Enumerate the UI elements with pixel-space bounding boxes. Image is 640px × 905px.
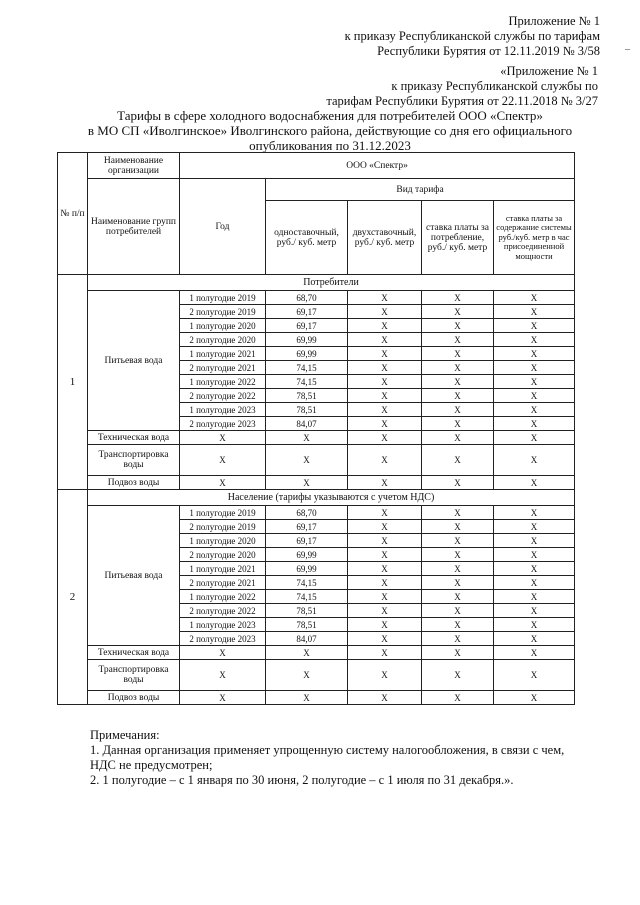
period-cell: 1 полугодие 2021: [180, 562, 266, 576]
appendix-line: «Приложение № 1: [500, 64, 598, 78]
not-applicable-mark: X: [494, 361, 575, 375]
not-applicable-mark: X: [422, 291, 494, 305]
period-cell: 1 полугодие 2022: [180, 375, 266, 389]
period-cell: 1 полугодие 2020: [180, 319, 266, 333]
not-applicable-mark: X: [494, 417, 575, 431]
period-cell: 2 полугодие 2021: [180, 361, 266, 375]
not-applicable-mark: X: [348, 291, 422, 305]
one-part-value: 84,07: [266, 632, 348, 646]
not-applicable-mark: X: [348, 562, 422, 576]
not-applicable-mark: X: [422, 691, 494, 705]
appendix-header-original: [326, 64, 598, 109]
appendix-line: к приказу Республиканской службы по тарифам: [344, 29, 600, 43]
not-applicable-mark: X: [348, 476, 422, 490]
not-applicable-mark: X: [422, 520, 494, 534]
not-applicable-mark: X: [494, 691, 575, 705]
not-applicable-mark: X: [266, 646, 348, 660]
not-applicable-mark: X: [422, 389, 494, 403]
not-applicable-mark: X: [494, 618, 575, 632]
not-applicable-mark: X: [266, 476, 348, 490]
not-applicable-mark: X: [494, 646, 575, 660]
group-name: Техническая вода: [88, 431, 180, 445]
not-applicable-mark: X: [348, 691, 422, 705]
not-applicable-mark: X: [494, 431, 575, 445]
not-applicable-mark: X: [180, 431, 266, 445]
period-cell: 2 полугодие 2020: [180, 548, 266, 562]
not-applicable-mark: X: [494, 534, 575, 548]
not-applicable-mark: X: [494, 347, 575, 361]
not-applicable-mark: X: [494, 520, 575, 534]
one-part-value: 69,17: [266, 305, 348, 319]
table-row: [58, 291, 575, 305]
not-applicable-mark: X: [422, 660, 494, 691]
period-cell: 2 полугодие 2022: [180, 604, 266, 618]
not-applicable-mark: X: [494, 333, 575, 347]
group-drinking-water: Питьевая вода: [88, 506, 180, 646]
title-line: Тарифы в сфере холодного водоснабжения для потребителей ООО «Спектр»: [117, 108, 543, 123]
not-applicable-mark: X: [422, 403, 494, 417]
group-name: Техническая вода: [88, 646, 180, 660]
note-item: 2. 1 полугодие – с 1 января по 30 июня, 2 полугодие – с 1 июля по 31 декабря.».: [90, 773, 514, 787]
one-part-value: 68,70: [266, 291, 348, 305]
appendix-header-current: [345, 14, 600, 59]
section-title: Население (тарифы указываются с учетом НДС): [88, 490, 575, 506]
not-applicable-mark: X: [422, 319, 494, 333]
one-part-value: 78,51: [266, 389, 348, 403]
not-applicable-mark: X: [348, 445, 422, 476]
table-row: [58, 476, 575, 490]
row-number: 2: [58, 490, 88, 705]
header-rate-consumption: ставка платы за потребление, руб./ куб. метр: [422, 201, 494, 275]
not-applicable-mark: X: [422, 548, 494, 562]
not-applicable-mark: X: [348, 417, 422, 431]
one-part-value: 74,15: [266, 375, 348, 389]
not-applicable-mark: X: [180, 691, 266, 705]
not-applicable-mark: X: [422, 604, 494, 618]
not-applicable-mark: X: [494, 660, 575, 691]
not-applicable-mark: X: [348, 347, 422, 361]
not-applicable-mark: X: [494, 476, 575, 490]
appendix-line: Приложение № 1: [508, 14, 600, 28]
not-applicable-mark: X: [348, 333, 422, 347]
period-cell: 2 полугодие 2021: [180, 576, 266, 590]
not-applicable-mark: X: [494, 562, 575, 576]
group-drinking-water: Питьевая вода: [88, 291, 180, 431]
not-applicable-mark: X: [348, 548, 422, 562]
not-applicable-mark: X: [422, 618, 494, 632]
one-part-value: 69,99: [266, 548, 348, 562]
not-applicable-mark: X: [348, 632, 422, 646]
appendix-line: тарифам Республики Бурятия от 22.11.2018 № 3/27: [326, 94, 598, 108]
one-part-value: 69,17: [266, 319, 348, 333]
not-applicable-mark: X: [348, 576, 422, 590]
not-applicable-mark: X: [180, 445, 266, 476]
not-applicable-mark: X: [348, 431, 422, 445]
not-applicable-mark: X: [494, 445, 575, 476]
header-one-part: одноставочный, руб./ куб. метр: [266, 201, 348, 275]
not-applicable-mark: X: [348, 506, 422, 520]
not-applicable-mark: X: [422, 347, 494, 361]
one-part-value: 78,51: [266, 403, 348, 417]
header-two-part: двухставочный, руб./ куб. метр: [348, 201, 422, 275]
not-applicable-mark: X: [494, 291, 575, 305]
not-applicable-mark: X: [422, 431, 494, 445]
table-row: [58, 646, 575, 660]
period-cell: 1 полугодие 2023: [180, 403, 266, 417]
not-applicable-mark: X: [348, 389, 422, 403]
not-applicable-mark: X: [348, 534, 422, 548]
one-part-value: 69,99: [266, 347, 348, 361]
one-part-value: 69,99: [266, 333, 348, 347]
one-part-value: 69,99: [266, 562, 348, 576]
header-tariff-type: Вид тарифа: [266, 179, 575, 201]
not-applicable-mark: X: [494, 375, 575, 389]
notes: [90, 728, 590, 788]
not-applicable-mark: X: [348, 520, 422, 534]
not-applicable-mark: X: [422, 646, 494, 660]
row-number: 1: [58, 275, 88, 490]
not-applicable-mark: X: [348, 403, 422, 417]
not-applicable-mark: X: [422, 417, 494, 431]
group-name: Транспортировка воды: [88, 660, 180, 691]
period-cell: 2 полугодие 2022: [180, 389, 266, 403]
period-cell: 1 полугодие 2019: [180, 506, 266, 520]
period-cell: 1 полугодие 2022: [180, 590, 266, 604]
one-part-value: 74,15: [266, 590, 348, 604]
one-part-value: 84,07: [266, 417, 348, 431]
header-num: № п/п: [58, 153, 88, 275]
table-row: [58, 431, 575, 445]
not-applicable-mark: X: [494, 576, 575, 590]
not-applicable-mark: X: [422, 375, 494, 389]
period-cell: 1 полугодие 2021: [180, 347, 266, 361]
period-cell: 2 полугодие 2020: [180, 333, 266, 347]
period-cell: 2 полугодие 2023: [180, 417, 266, 431]
not-applicable-mark: X: [494, 403, 575, 417]
not-applicable-mark: X: [494, 548, 575, 562]
not-applicable-mark: X: [348, 604, 422, 618]
one-part-value: 74,15: [266, 361, 348, 375]
header-org-name: ООО «Спектр»: [180, 153, 575, 179]
title-line: опубликования по 31.12.2023: [249, 138, 411, 153]
header-org-label: Наименование организации: [88, 153, 180, 179]
not-applicable-mark: X: [266, 431, 348, 445]
not-applicable-mark: X: [422, 576, 494, 590]
not-applicable-mark: X: [422, 562, 494, 576]
not-applicable-mark: X: [180, 646, 266, 660]
not-applicable-mark: X: [180, 660, 266, 691]
not-applicable-mark: X: [348, 646, 422, 660]
edge-mark: –: [625, 44, 630, 55]
not-applicable-mark: X: [494, 506, 575, 520]
one-part-value: 78,51: [266, 618, 348, 632]
not-applicable-mark: X: [422, 445, 494, 476]
not-applicable-mark: X: [266, 445, 348, 476]
not-applicable-mark: X: [494, 604, 575, 618]
not-applicable-mark: X: [422, 305, 494, 319]
not-applicable-mark: X: [180, 476, 266, 490]
group-name: Подвоз воды: [88, 476, 180, 490]
not-applicable-mark: X: [348, 361, 422, 375]
not-applicable-mark: X: [348, 319, 422, 333]
not-applicable-mark: X: [422, 506, 494, 520]
title-line: в МО СП «Иволгинское» Иволгинского района, действующие со дня его официального: [87, 123, 573, 138]
period-cell: 2 полугодие 2019: [180, 305, 266, 319]
not-applicable-mark: X: [348, 305, 422, 319]
period-cell: 1 полугодие 2023: [180, 618, 266, 632]
header-group-label: Наименование групп потребителей: [88, 179, 180, 275]
not-applicable-mark: X: [494, 590, 575, 604]
not-applicable-mark: X: [348, 660, 422, 691]
not-applicable-mark: X: [494, 305, 575, 319]
not-applicable-mark: X: [494, 632, 575, 646]
header-rate-capacity: ставка платы за содержание системы руб./куб. метр в час присоединенной мощности: [494, 201, 575, 275]
table-row: [58, 445, 575, 476]
header-year: Год: [180, 179, 266, 275]
not-applicable-mark: X: [266, 691, 348, 705]
one-part-value: 69,17: [266, 534, 348, 548]
period-cell: 1 полугодие 2020: [180, 534, 266, 548]
one-part-value: 74,15: [266, 576, 348, 590]
not-applicable-mark: X: [494, 389, 575, 403]
note-item: 1. Данная организация применяет упрощенную систему налогообложения, в связи с чем, НДС не предусмотрен;: [90, 743, 565, 772]
not-applicable-mark: X: [348, 590, 422, 604]
section-title: Потребители: [88, 275, 575, 291]
table-row: [58, 660, 575, 691]
group-name: Подвоз воды: [88, 691, 180, 705]
not-applicable-mark: X: [422, 476, 494, 490]
not-applicable-mark: X: [422, 590, 494, 604]
not-applicable-mark: X: [422, 534, 494, 548]
table-row: [58, 691, 575, 705]
period-cell: 1 полугодие 2019: [180, 291, 266, 305]
not-applicable-mark: X: [494, 319, 575, 333]
not-applicable-mark: X: [422, 361, 494, 375]
one-part-value: 68,70: [266, 506, 348, 520]
document-title: [70, 108, 590, 153]
appendix-line: к приказу Республиканской службы по: [391, 79, 598, 93]
period-cell: 2 полугодие 2023: [180, 632, 266, 646]
tariff-table: [57, 152, 575, 705]
appendix-line: Республики Бурятия от 12.11.2019 № 3/58: [377, 44, 600, 58]
group-name: Транспортировка воды: [88, 445, 180, 476]
not-applicable-mark: X: [348, 618, 422, 632]
notes-heading: Примечания:: [90, 728, 160, 742]
table-row: [58, 506, 575, 520]
not-applicable-mark: X: [348, 375, 422, 389]
not-applicable-mark: X: [266, 660, 348, 691]
one-part-value: 69,17: [266, 520, 348, 534]
not-applicable-mark: X: [422, 333, 494, 347]
one-part-value: 78,51: [266, 604, 348, 618]
period-cell: 2 полугодие 2019: [180, 520, 266, 534]
not-applicable-mark: X: [422, 632, 494, 646]
